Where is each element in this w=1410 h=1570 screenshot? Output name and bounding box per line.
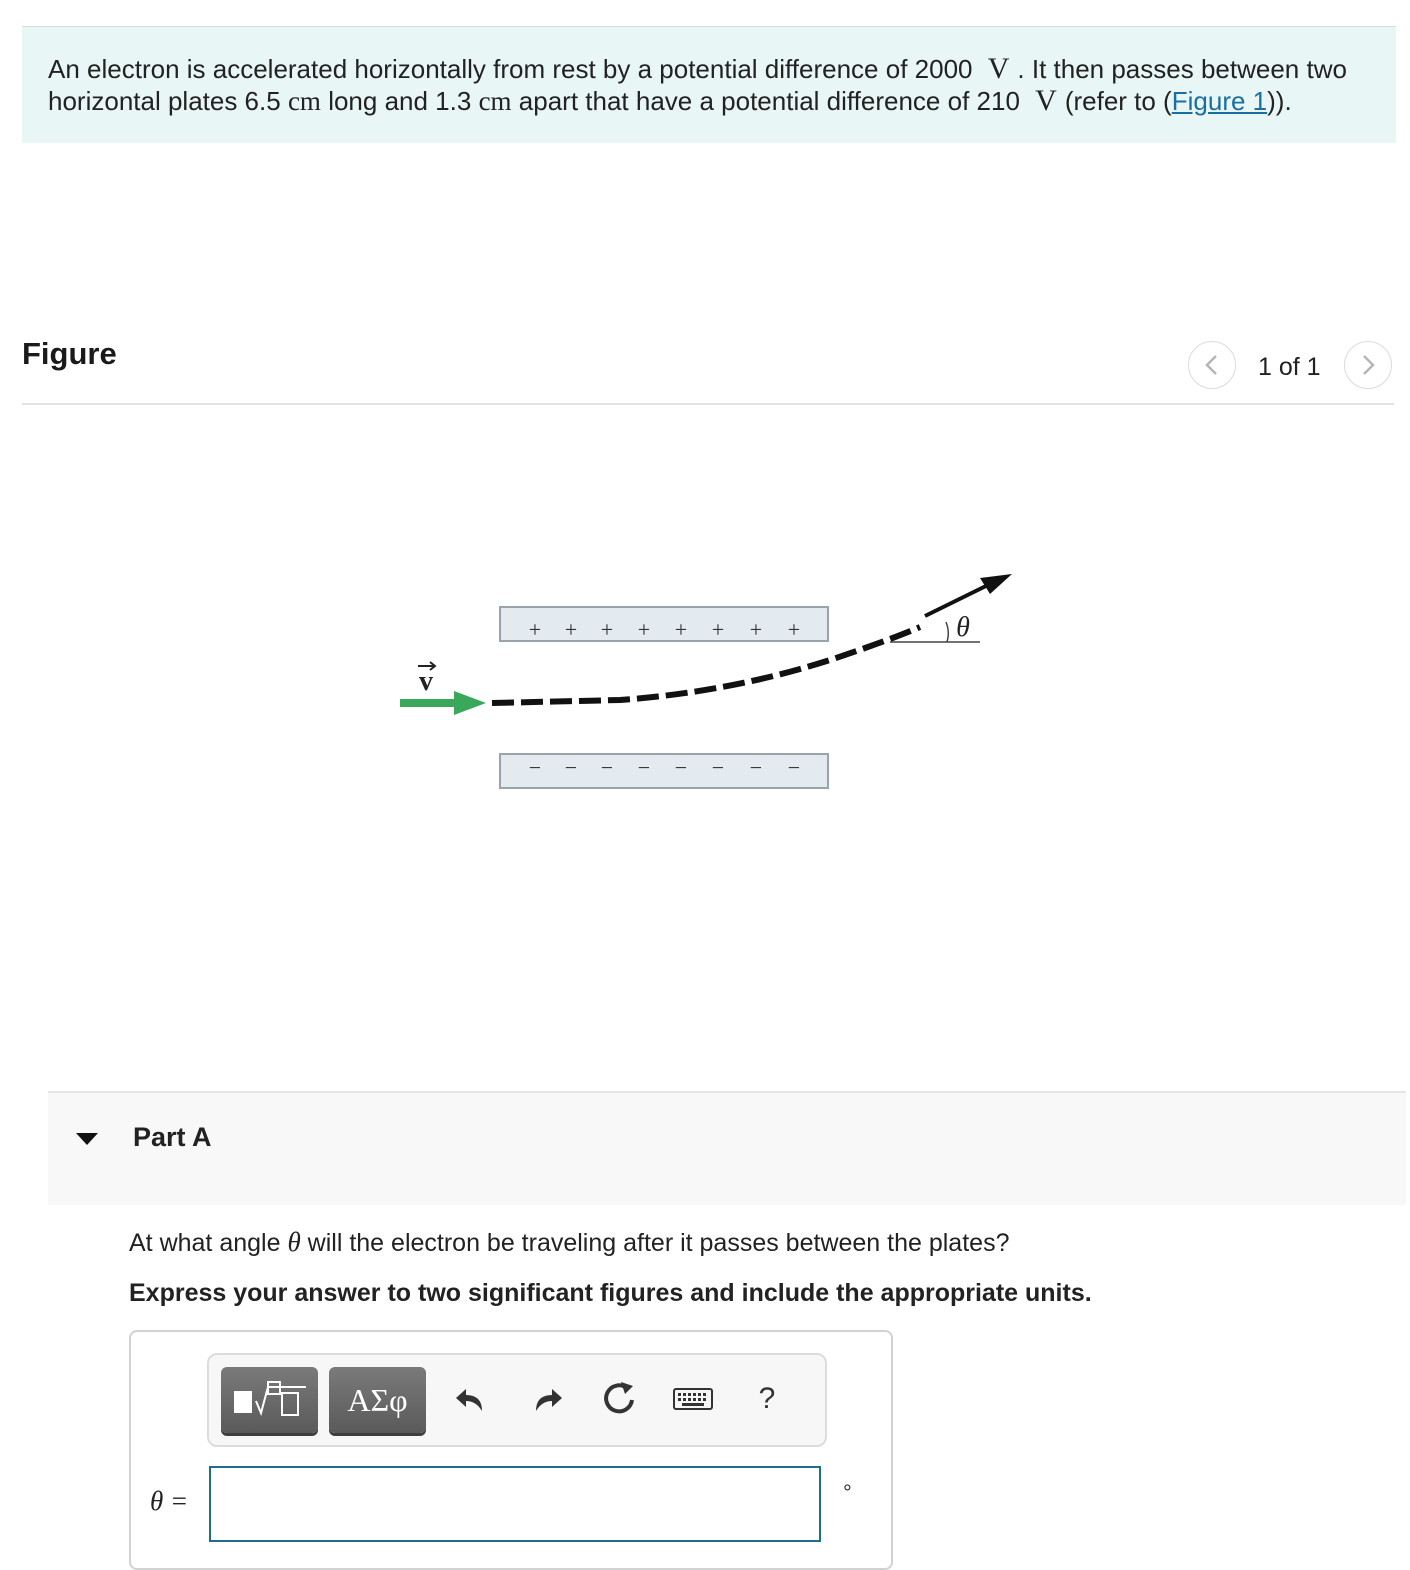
reset-button[interactable] — [597, 1377, 641, 1421]
unit-volts-2: V — [1035, 84, 1057, 117]
keyboard-icon — [672, 1385, 714, 1413]
help-button[interactable]: ? — [758, 1382, 776, 1415]
problem-text-4: apart that have a potential difference of 210 — [518, 86, 1020, 116]
question-pre: At what angle — [129, 1229, 281, 1257]
angle-arc — [946, 622, 948, 642]
plus-sign: + — [787, 617, 801, 642]
question-text — [129, 1227, 1009, 1258]
greek-symbols-button[interactable]: ΑΣφ — [329, 1367, 426, 1433]
plus-sign: + — [528, 617, 542, 642]
figure-title: Figure — [22, 336, 117, 371]
templates-button[interactable] — [221, 1367, 318, 1433]
next-figure-button[interactable] — [1344, 341, 1392, 389]
problem-text-5: (refer to ( — [1064, 86, 1172, 116]
part-a-title: Part A — [133, 1122, 212, 1152]
negative-plate — [500, 754, 828, 788]
undo-button[interactable] — [448, 1377, 492, 1421]
positive-plate — [500, 607, 828, 641]
plus-sign: + — [711, 617, 725, 642]
chevron-left-icon — [1202, 353, 1222, 377]
problem-text-2: . It then passes between two horizontal plates 6.5 — [48, 54, 1347, 116]
problem-text-6: )). — [1267, 86, 1292, 116]
exit-arrowhead — [980, 574, 1012, 594]
figure-diagram — [390, 560, 1030, 800]
minus-sign: − — [674, 755, 688, 780]
redo-button[interactable] — [526, 1377, 570, 1421]
math-templates-icon — [230, 1377, 310, 1423]
velocity-arrow — [400, 691, 486, 715]
plus-sign: + — [674, 617, 688, 642]
figure-divider — [22, 403, 1394, 405]
plus-sign: + — [637, 617, 651, 642]
minus-sign: − — [787, 755, 801, 780]
chevron-right-icon — [1358, 353, 1378, 377]
previous-figure-button[interactable] — [1188, 341, 1236, 389]
unit-cm: cm — [287, 86, 321, 116]
answer-input[interactable] — [209, 1466, 821, 1542]
question-theta: θ — [287, 1227, 301, 1257]
plus-sign: + — [564, 617, 578, 642]
collapse-caret-icon[interactable] — [76, 1133, 98, 1145]
keyboard-button[interactable] — [671, 1377, 715, 1421]
answer-instruction: Express your answer to two significant figures and include the appropriate units. — [129, 1279, 1092, 1307]
minus-sign: − — [711, 755, 725, 780]
answer-label-text: θ = — [150, 1486, 189, 1516]
minus-sign: − — [600, 755, 614, 780]
problem-text-3: long and 1.3 — [328, 86, 472, 116]
answer-unit: ° — [843, 1480, 852, 1505]
minus-sign: − — [749, 755, 763, 780]
plus-sign: + — [749, 617, 763, 642]
question-post: will the electron be traveling after it passes between the plates? — [307, 1229, 1010, 1257]
problem-text-1: An electron is accelerated horizontally from rest by a potential difference of 2000 — [48, 54, 973, 84]
velocity-label: v — [419, 666, 433, 697]
minus-sign: − — [637, 755, 651, 780]
figure-link[interactable]: Figure 1 — [1171, 86, 1268, 116]
minus-sign: − — [528, 755, 542, 780]
undo-icon — [452, 1381, 488, 1417]
redo-icon — [530, 1381, 566, 1417]
answer-label — [150, 1486, 188, 1517]
minus-sign: − — [564, 755, 578, 780]
unit-cm-2: cm — [478, 86, 512, 116]
theta-label: θ — [956, 612, 970, 643]
reset-icon — [599, 1379, 639, 1419]
unit-volts: V — [987, 52, 1010, 85]
figure-counter: 1 of 1 — [1258, 353, 1321, 381]
plus-sign: + — [600, 617, 614, 642]
problem-statement — [22, 27, 1396, 143]
part-a-header — [48, 1091, 1406, 1205]
